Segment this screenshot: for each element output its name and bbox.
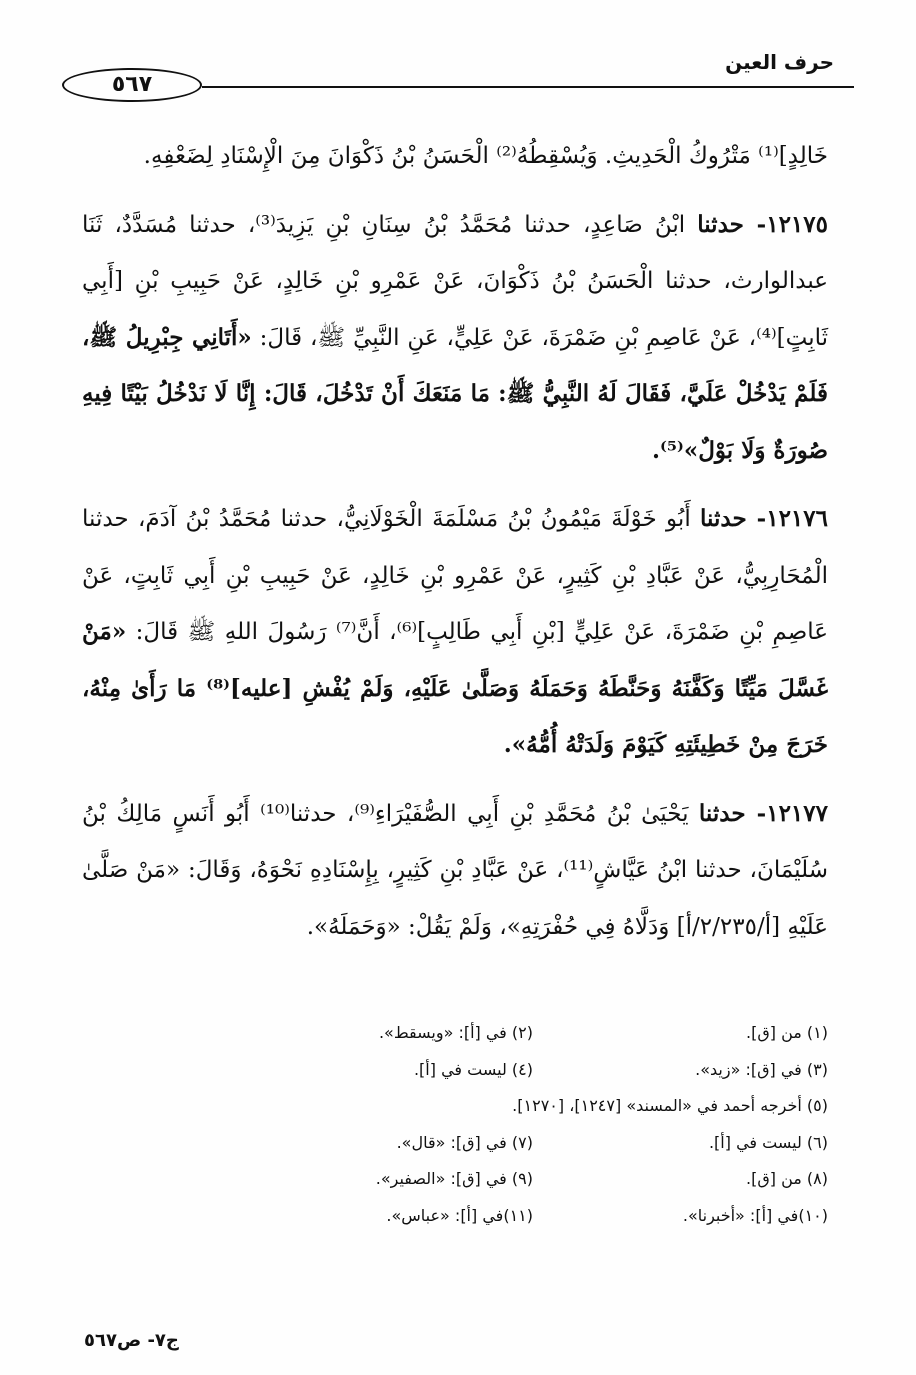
footnote-row [238,1052,828,1089]
paragraph-text: خَالِدٍ]⁽¹⁾ مَتْرُوكُ الْحَدِيثِ. وَيُسْقِطُهُ⁽²⁾ الْحَسَنُ بْنُ ذَكْوَانَ مِنَ الْإِسْنَادِ لِضَعْفِهِ. [143,143,828,169]
footnotes [238,1015,828,1234]
paragraph-0 [82,128,828,185]
hadith-text [82,128,828,967]
footnote-row [238,1125,828,1162]
footnote-row [238,1198,828,1235]
page-footer: ج٧- ص٥٦٧ [84,1330,179,1351]
hadith-12175 [82,197,828,480]
matn-text: «أَتَانِي جِبْرِيلُ ﷺ، فَلَمْ يَدْخُلْ عَلَيَّ، فَقَالَ لَهُ النَّبِيُّ ﷺ: مَا مَنَعَكَ أَنْ تَدْخُلَ، قَالَ: إِنَّا لَا نَدْخُلُ بَيْتًا فِيهِ صُورَةٌ وَلَا بَوْلٌ»⁽⁵⁾. [82,323,828,464]
isnad-text: أَبُو خَوْلَةَ مَيْمُونُ بْنُ مَسْلَمَةَ الْخَوْلَانِيُّ، حدثنا مُحَمَّدُ بْنُ آدَمَ، حدثنا الْمُحَارِبِيُّ، عَنْ عَبَّادِ بْنِ كَثِيرٍ، عَنْ عَمْرِو بْنِ خَالِدٍ، عَنْ حَبِيبِ بْنِ أَبِي ثَابِتٍ، عَنْ عَاصِمِ بْنِ ضَمْرَةَ، عَنْ عَلِيٍّ [بْنِ أَبِي طَالِبٍ]⁽⁶⁾، أَنَّ⁽⁷⁾ رَسُولَ اللهِ ﷺ قَالَ: [82,506,828,645]
footnote-9: (٩) في [ق]: «الصفير». [375,1169,533,1188]
footnote-10: (١٠)في [أ]: «أخبرنا». [682,1205,828,1225]
footnote-3: (٣) في [ق]: «زيد». [695,1059,828,1079]
page-number-badge: ٥٦٧ [62,68,202,102]
hadith-number: ١٢١٧٧- حدثنا [698,799,828,827]
footnote-row [238,1088,828,1125]
hadith-12177 [82,786,828,956]
footnote-2: (٢) في [أ]: «ويسقط». [378,1023,533,1042]
footnote-4: (٤) ليست في [أ]. [413,1059,533,1079]
matn-text: «مَنْ غَسَّلَ مَيِّتًا وَكَفَّنَهُ وَحَنَّطَهُ وَحَمَلَهُ وَصَلَّىٰ عَلَيْهِ، وَلَمْ يُفْشِ [عليه]⁽⁸⁾ مَا رَأَىٰ مِنْهُ، خَرَجَ مِنْ خَطِيئَتِهِ كَيَوْمَ وَلَدَتْهُ أُمُّهُ». [82,618,828,758]
footnote-row [238,1015,828,1052]
footnote-8: (٨) من [ق]. [746,1169,828,1188]
page-header [62,40,854,100]
hadith-number: ١٢١٧٥- حدثنا [697,210,828,238]
header-rule [202,86,854,88]
footnote-6: (٦) ليست في [أ]. [708,1132,828,1152]
footnote-11: (١١)في [أ]: «عباس». [386,1205,533,1225]
isnad-text: يَحْيَىٰ بْنُ مُحَمَّدِ بْنِ أَبِي الصُّفَيْرَاءِ⁽⁹⁾، حدثنا⁽¹⁰⁾ أَبُو أَنَسٍ مَالِكُ بْنُ سُلَيْمَانَ، حدثنا ابْنُ عَيَّاشٍ⁽¹¹⁾، عَنْ عَبَّادِ بْنِ كَثِيرٍ، بِإِسْنَادِهِ نَحْوَهُ، وَقَالَ: «مَنْ صَلَّىٰ عَلَيْهِ [أ/٢/٢٣٥/أ] وَدَلَّاهُ فِي حُفْرَتِهِ»، وَلَمْ يَقُلْ: «وَحَمَلَهُ». [82,800,828,940]
footnote-7: (٧) في [ق]: «قال». [396,1132,533,1152]
footnote-5: (٥) أخرجه أحمد في «المسند» [١٢٤٧]، [١٢٧٠]. [512,1096,828,1115]
footnote-1: (١) من [ق]. [746,1023,828,1042]
hadith-number: ١٢١٧٦- حدثنا [700,505,828,532]
footnote-row [238,1161,828,1198]
hadith-12176 [82,491,828,774]
isnad-text: ابْنُ صَاعِدٍ، حدثنا مُحَمَّدُ بْنُ سِنَانِ بْنِ يَزِيدَ⁽³⁾، حدثنا مُسَدَّدٌ، ثَنَا عبدالوارث، حدثنا الْحَسَنُ بْنُ ذَكْوَانَ، عَنْ عَمْرِو بْنِ خَالِدٍ، عَنْ حَبِيبِ بْنِ [أَبِي ثَابِتٍ]⁽⁴⁾، عَنْ عَاصِمِ بْنِ ضَمْرَةَ، عَنْ عَلِيٍّ، عَنِ النَّبِيِّ ﷺ، قَالَ: [82,211,829,351]
chapter-title: حرف العين [725,50,834,74]
